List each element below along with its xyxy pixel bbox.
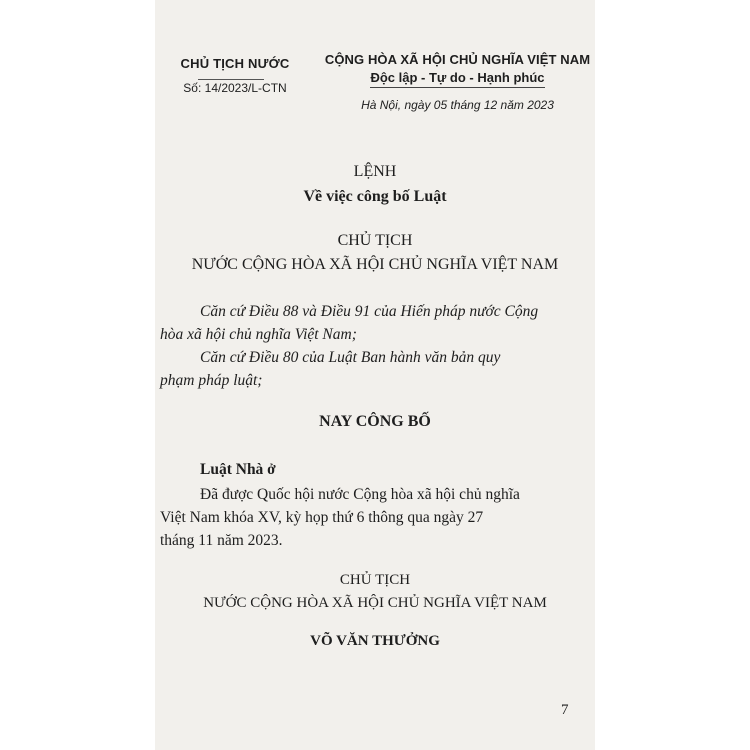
issue-date: Hà Nội, ngày 05 tháng 12 năm 2023 — [361, 98, 554, 112]
header-left-divider — [198, 79, 264, 80]
law-adoption-line-1: Đã được Quốc hội nước Cộng hòa xã hội chủ nghĩa — [200, 486, 520, 503]
country-name: CỘNG HÒA XÃ HỘI CHỦ NGHĨA VIỆT NAM — [324, 52, 591, 67]
order-title: LỆNH — [353, 163, 397, 180]
issuer-line-2: NƯỚC CỘNG HÒA XÃ HỘI CHỦ NGHĨA VIỆT NAM — [191, 256, 559, 273]
page-number: 7 — [561, 702, 569, 718]
header-right — [320, 52, 595, 112]
legal-basis-1-line-1: Căn cứ Điều 88 và Điều 91 của Hiến pháp nước Cộng — [200, 303, 539, 320]
signature-title-2: NƯỚC CỘNG HÒA XÃ HỘI CHỦ NGHĨA VIỆT NAM — [203, 595, 547, 611]
signer-name: VÕ VĂN THƯỞNG — [310, 633, 440, 649]
issuer-line-1: CHỦ TỊCH — [337, 232, 413, 249]
legal-basis-1-line-2: hòa xã hội chủ nghĩa Việt Nam; — [160, 326, 357, 343]
national-motto: Độc lập - Tự do - Hạnh phúc — [370, 70, 544, 88]
issuer-office: CHỦ TỊCH NƯỚC — [180, 56, 290, 71]
legal-basis-2 — [160, 346, 565, 392]
document-number: Số: 14/2023/L-CTN — [183, 81, 287, 95]
legal-basis-2-line-2: phạm pháp luật; — [160, 372, 263, 389]
legal-basis-1 — [160, 300, 565, 346]
document-page — [155, 0, 595, 750]
law-adoption — [160, 483, 565, 552]
header-left — [155, 56, 315, 95]
law-adoption-line-2: Việt Nam khóa XV, kỳ họp thứ 6 thông qua ngày 27 — [160, 509, 484, 526]
law-name: Luật Nhà ở — [200, 461, 276, 478]
law-adoption-line-3: tháng 11 năm 2023. — [160, 532, 283, 549]
legal-basis-2-line-1: Căn cứ Điều 80 của Luật Ban hành văn bản quy — [200, 349, 501, 366]
signature-title-1: CHỦ TỊCH — [339, 572, 411, 588]
order-subtitle: Về việc công bố Luật — [303, 188, 447, 205]
announce-heading: NAY CÔNG BỐ — [319, 413, 431, 430]
